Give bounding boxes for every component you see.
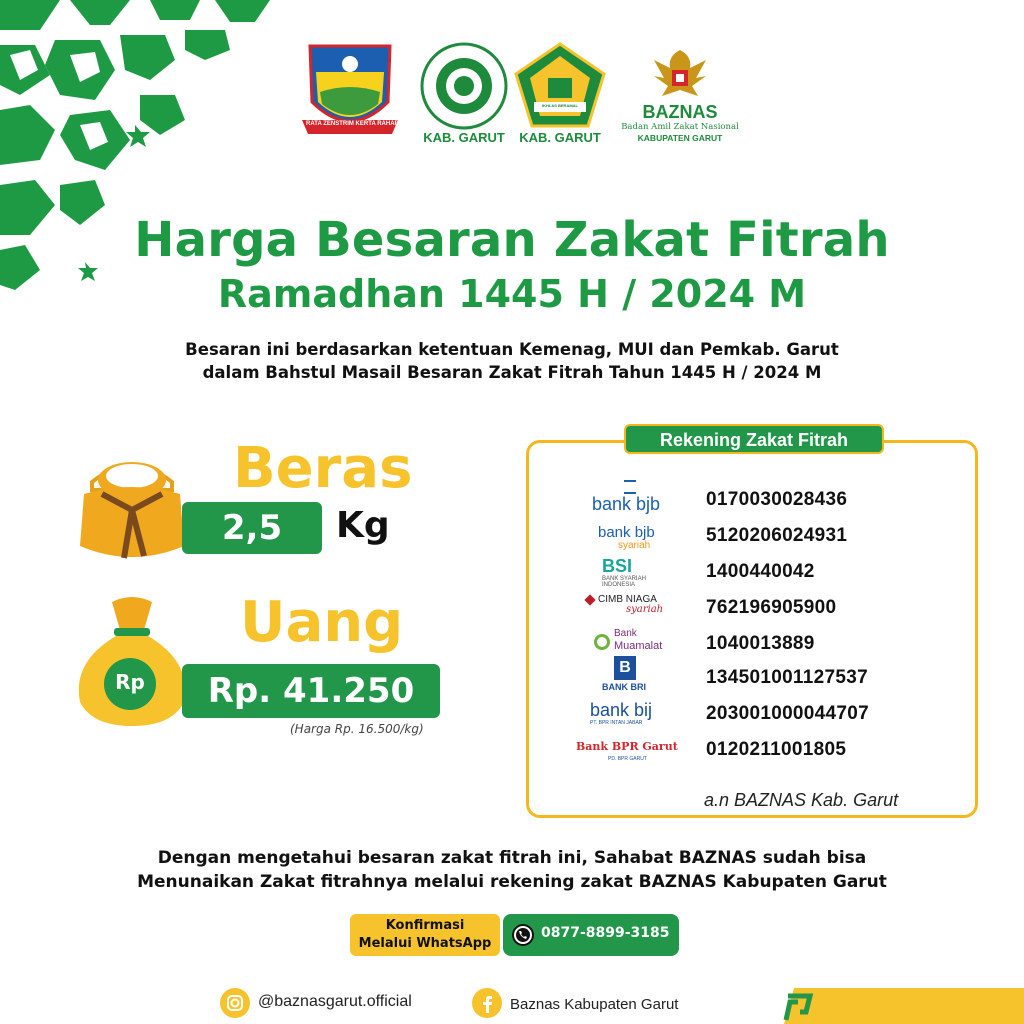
rice-sack-icon [72,450,192,570]
whatsapp-confirm-label: Konfirmasi Melalui WhatsApp [350,914,500,956]
bank-account-row [572,659,952,696]
garuda-pancasila-logo [652,46,708,102]
kemenag-banner: IKHLAS BERAMAL [542,103,578,108]
bank-bij-logo: bank bij PT. BPR INTAN JABAR [590,700,653,726]
bank-muamalat-logo: Bank Muamalat [572,628,682,662]
bank-account-row [572,698,952,732]
bank-bpr-garut-logo: Bank BPR Garut PD. BPR GARUT [576,740,678,762]
whatsapp-number: 0877-8899-3185 [541,925,670,941]
baznas-name: BAZNAS [642,102,718,122]
footer-line-2: Menunaikan Zakat fitrahnya melalui rekening zakat BAZNAS Kabupaten Garut [137,872,887,892]
account-number: 1040013889 [706,633,815,654]
footer-message [0,846,1024,894]
beras-label: Beras [233,436,413,501]
logos-row [300,40,740,150]
whatsapp-icon [511,923,535,947]
description [0,338,1024,384]
facebook-icon [472,988,502,1018]
account-number: 134501001127537 [706,667,868,688]
bank-bsi-logo: BSI BANK SYARIAH INDONESIA [602,556,646,588]
corner-decoration [760,988,1024,1024]
bank-bjb-syariah-logo: bank bjb syariah [598,524,655,551]
bank-account-row [572,556,952,590]
kemenag-caption: KAB. GARUT [519,130,601,145]
baznas-full-name: Badan Amil Zakat Nasional [621,122,739,132]
bank-account-row [572,734,952,768]
bank-bjb-logo: bank bjb [572,484,682,518]
garut-logo-banner: RATA ZENSTRIM KERTA RAHARJA [306,121,407,127]
bank-account-row [572,484,952,518]
bank-bri-logo: B BANK BRI [572,662,682,696]
bank-account-row [572,520,952,554]
beras-unit: Kg [336,505,390,546]
account-holder-name: a.n BAZNAS Kab. Garut [704,790,899,810]
account-number: 203001000044707 [706,703,870,724]
page-subtitle: Ramadhan 1445 H / 2024 M [217,272,807,316]
instagram-handle[interactable]: @baznasgarut.official [258,993,412,1010]
account-number: 0170030028436 [706,489,848,510]
page-title: Harga Besaran Zakat Fitrah [134,212,890,268]
kemenag-logo [514,42,606,130]
beras-amount: 2,5 [182,502,322,554]
price-note: (Harga Rp. 16.500/kg) [290,722,424,736]
bank-account-row [572,592,952,626]
description-line-2: dalam Bahstul Masail Besaran Zakat Fitrah Tahun 1445 H / 2024 M [202,363,822,382]
account-number: 0120211001805 [706,739,847,760]
account-box-title: Rekening Zakat Fitrah [624,424,884,454]
uang-label: Uang [240,590,404,655]
account-number: 5120206024931 [706,525,848,546]
instagram-icon [220,988,250,1018]
whatsapp-button[interactable] [503,914,679,956]
facebook-page[interactable]: Baznas Kabupaten Garut [510,996,679,1013]
footer-line-1: Dengan mengetahui besaran zakat fitrah ini, Sahabat BAZNAS sudah bisa [157,848,867,868]
mui-logo [420,42,508,130]
rupiah-badge: Rp [115,670,145,694]
description-line-1: Besaran ini berdasarkan ketentuan Kemenag, MUI dan Pemkab. Garut [185,340,839,359]
money-bag-icon [72,592,192,732]
baznas-region: KABUPATEN GARUT [637,133,723,143]
mui-caption: KAB. GARUT [423,130,505,145]
account-number: 762196905900 [706,597,837,618]
bank-cimb-niaga-syariah-logo: CIMB NIAGA syariah [572,592,682,626]
uang-amount: Rp. 41.250 [182,664,440,718]
account-number: 1400440042 [706,561,815,582]
